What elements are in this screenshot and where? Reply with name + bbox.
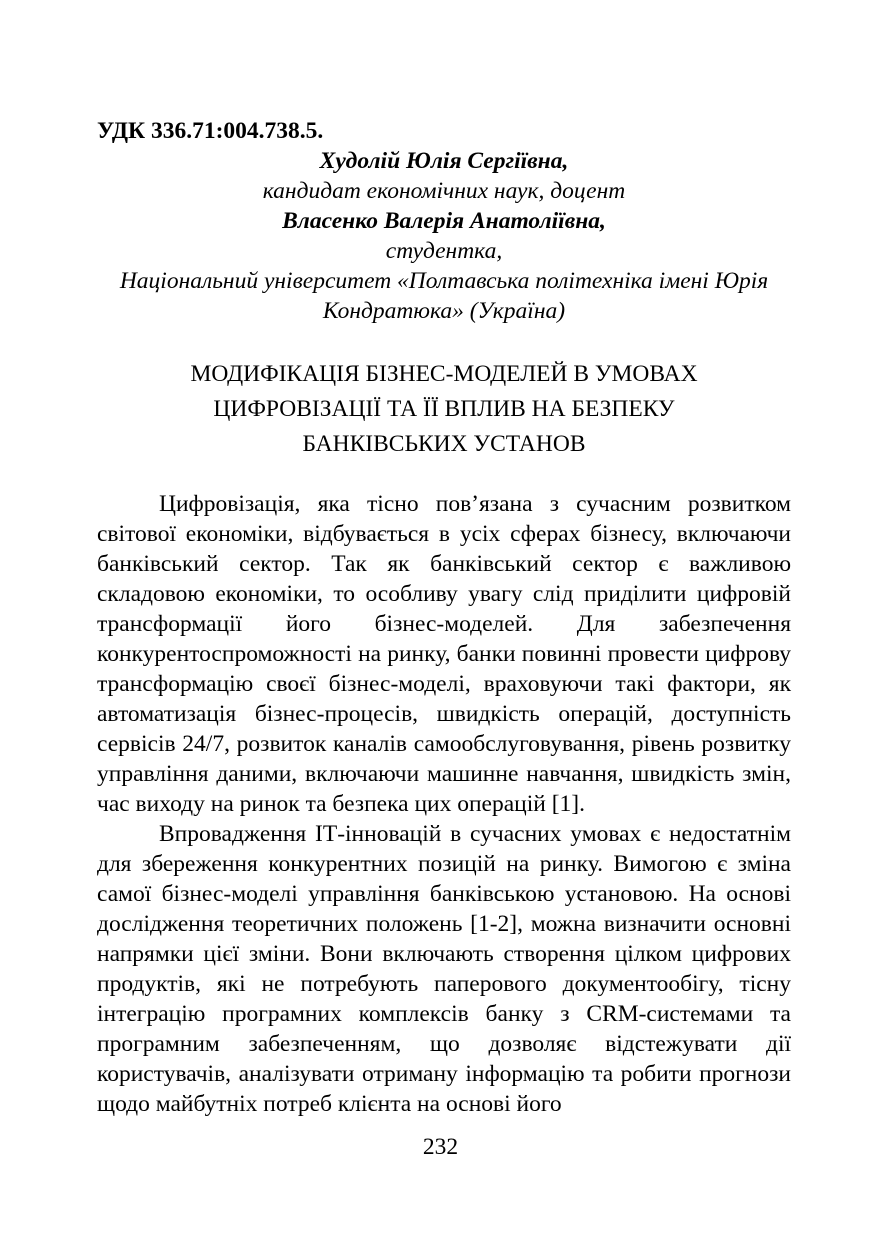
paper-title: МОДИФІКАЦІЯ БІЗНЕС-МОДЕЛЕЙ В УМОВАХ ЦИФРОВІЗАЦІЇ ТА ЇЇ ВПЛИВ НА БЕЗПЕКУ БАНКІВСЬКИХ УСТАНОВ	[190, 361, 698, 457]
udc-code: УДК 336.71:004.738.5.	[97, 118, 324, 144]
author-2-role: студентка,	[385, 238, 503, 264]
author-1-name: Худолій Юлія Сергіївна,	[319, 148, 569, 174]
paragraph-1: Цифровізація, яка тісно пов’язана з сучасним розвитком світової економіки, відбувається в усіх сферах бізнесу, включаючи банківський сектор. Так як банківський сектор є важливою складовою економіки, то особливу увагу слід приділити цифровій трансформації його бізнес-моделей. Для забезпечення конкурентоспроможності на ринку, банки повинні провести цифрову трансформацію своєї бізнес-моделі, враховуючи такі фактори, як автоматизація бізнес-процесів, швидкість операцій, доступність сервісів 24/7, розвиток каналів самообслуговування, рівень розвитку управління даними, включаючи машинне навчання, швидкість змін, час виходу на ринок та безпека цих операцій [1].	[97, 491, 791, 817]
body-text	[97, 489, 791, 1119]
paragraph-2: Впровадження ІТ-інновацій в сучасних умовах є недостатнім для збереження конкурентних позицій на ринку. Вимогою є зміна самої бізнес-моделі управління банківською установою. На основі дослідження теоретичних положень [1-2], можна визначити основні напрямки цієї зміни. Вони включають створення цілком цифрових продуктів, які не потребують паперового документообігу, тісну інтеграцію програмних комплексів банку з CRM-системами та програмним забезпеченням, що дозволяє відстежувати дії користувачів, аналізувати отриману інформацію та робити прогнози щодо майбутніх потреб клієнта на основі його	[97, 821, 791, 1117]
author-block	[97, 146, 791, 326]
affiliation: Національний університет «Полтавська політехніка імені Юрія Кондратюка» (Україна)	[119, 268, 769, 324]
author-1-role: кандидат економічних наук, доцент	[262, 178, 626, 204]
page-number: 232	[422, 1134, 459, 1160]
page-content	[97, 116, 791, 1119]
author-2-name: Власенко Валерія Анатоліївна,	[282, 208, 606, 234]
